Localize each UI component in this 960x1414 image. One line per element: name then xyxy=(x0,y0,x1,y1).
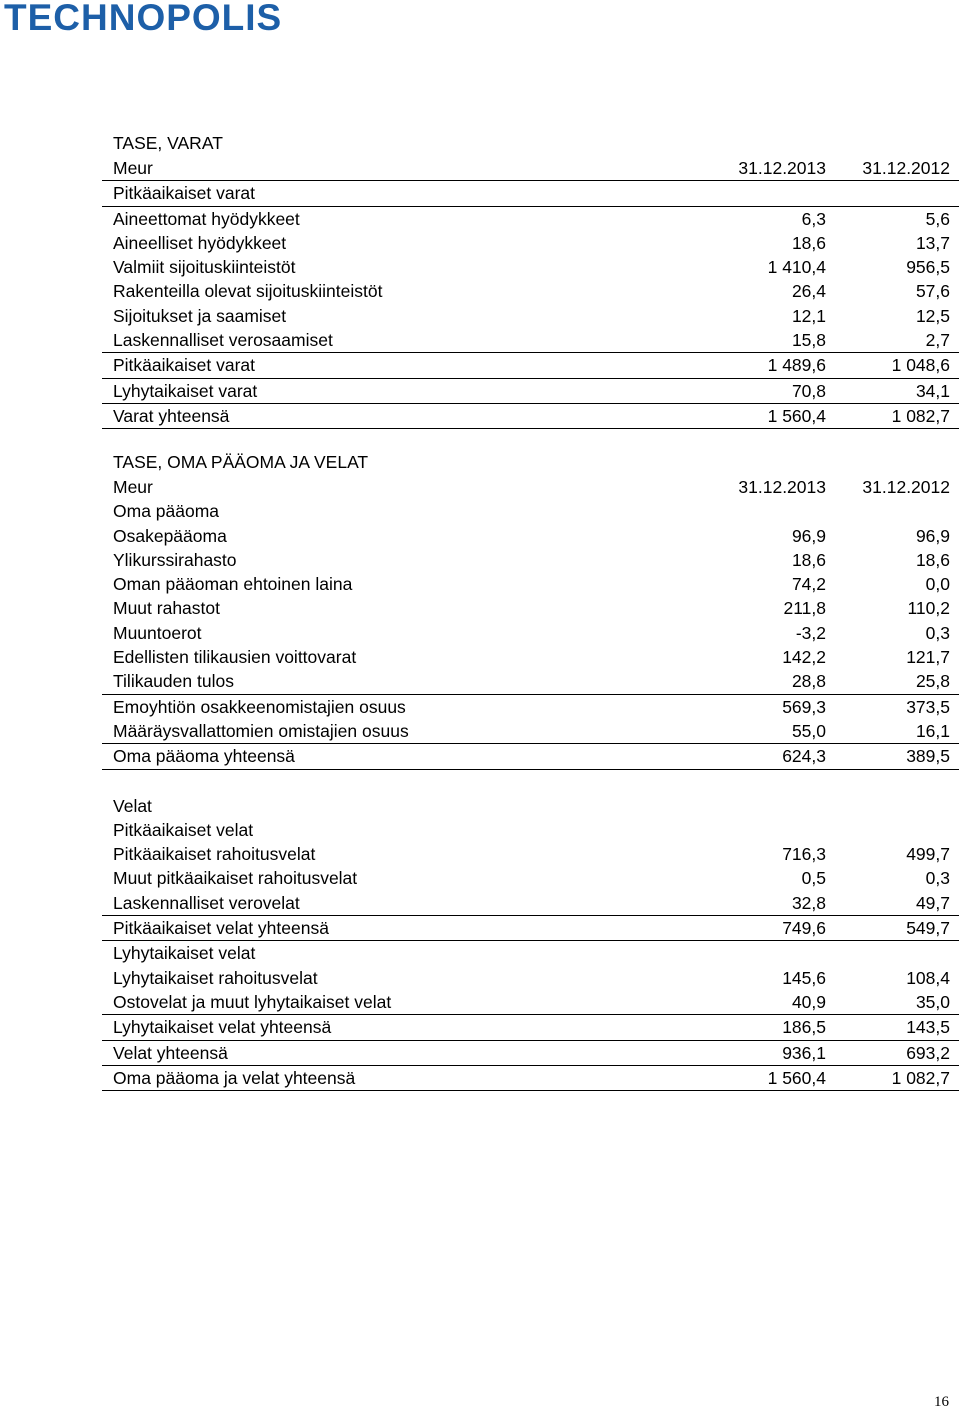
row-value-2012: 0,0 xyxy=(925,574,950,595)
row-value-2012: 143,5 xyxy=(906,1017,950,1038)
row-value-2012: 34,1 xyxy=(915,380,950,401)
row-value-2013: 716,3 xyxy=(782,844,826,865)
table-row xyxy=(102,645,959,669)
table-row xyxy=(102,916,959,941)
table-row xyxy=(102,207,959,231)
table-row xyxy=(102,794,959,818)
row-value-2013: 40,9 xyxy=(791,991,826,1012)
row-value-2012: 499,7 xyxy=(906,844,950,865)
equity-liabilities-balance-sheet xyxy=(102,450,959,1091)
row-value-2013: 749,6 xyxy=(782,918,826,939)
row-label: Pitkäaikaiset varat xyxy=(113,355,256,376)
row-label: Muut pitkäaikaiset rahoitusvelat xyxy=(113,868,358,889)
assets-rows xyxy=(102,181,959,429)
table-row xyxy=(102,695,959,719)
table-row xyxy=(102,891,959,916)
row-label: Osakepääoma xyxy=(113,525,227,546)
row-label: Pitkäaikaiset varat xyxy=(113,183,256,204)
row-value-2013: 936,1 xyxy=(782,1042,826,1063)
table-row xyxy=(102,524,959,548)
equity-col1-header: 31.12.2013 xyxy=(738,477,826,497)
row-label: Velat xyxy=(113,795,152,816)
assets-col1-header: 31.12.2013 xyxy=(738,158,826,178)
table-row xyxy=(102,404,959,429)
assets-unit: Meur xyxy=(113,158,153,178)
row-label: Velat yhteensä xyxy=(113,1042,228,1063)
row-label: Oma pääoma xyxy=(113,501,220,522)
row-label: Pitkäaikaiset velat yhteensä xyxy=(113,918,329,939)
assets-title-row xyxy=(102,131,959,156)
row-label: Oman pääoman ehtoinen laina xyxy=(113,574,353,595)
row-value-2012: 1 082,7 xyxy=(891,1067,950,1088)
table-row xyxy=(102,941,959,965)
row-value-2012: 373,5 xyxy=(906,696,950,717)
row-label: Emoyhtiön osakkeenomistajien osuus xyxy=(113,696,406,717)
row-label: Ostovelat ja muut lyhytaikaiset velat xyxy=(113,991,392,1012)
row-value-2013: 186,5 xyxy=(782,1017,826,1038)
row-value-2012: 2,7 xyxy=(925,330,950,351)
table-row xyxy=(102,1066,959,1091)
liabilities-rows xyxy=(102,794,959,1092)
equity-title: TASE, OMA PÄÄOMA JA VELAT xyxy=(113,452,369,472)
table-row xyxy=(102,231,959,255)
table-row xyxy=(102,744,959,769)
row-value-2013: 70,8 xyxy=(791,380,826,401)
table-row xyxy=(102,353,959,378)
row-value-2013: 211,8 xyxy=(783,598,826,619)
table-row xyxy=(102,719,959,744)
row-value-2012: 12,5 xyxy=(915,305,950,326)
row-value-2012: 57,6 xyxy=(915,281,950,302)
equity-col2-header: 31.12.2012 xyxy=(862,477,950,497)
row-value-2012: 49,7 xyxy=(915,892,950,913)
row-value-2012: 549,7 xyxy=(906,918,950,939)
table-row xyxy=(102,842,959,866)
equity-header-row xyxy=(102,475,959,499)
table-row xyxy=(102,499,959,523)
row-label: Valmiit sijoituskiinteistöt xyxy=(113,257,296,278)
page-number: 16 xyxy=(934,1394,949,1410)
row-label: Lyhytaikaiset velat xyxy=(113,943,256,964)
table-row xyxy=(102,181,959,206)
row-label: Laskennalliset verovelat xyxy=(113,892,300,913)
equity-title-row xyxy=(102,450,959,475)
row-value-2012: 96,9 xyxy=(915,525,950,546)
row-value-2012: 956,5 xyxy=(906,257,950,278)
assets-col2-header: 31.12.2012 xyxy=(862,158,950,178)
row-value-2012: 16,1 xyxy=(915,720,950,741)
row-label: Ylikurssirahasto xyxy=(113,549,237,570)
row-label: Aineelliset hyödykkeet xyxy=(113,232,287,253)
row-value-2012: 121,7 xyxy=(906,647,950,668)
row-value-2012: 110,2 xyxy=(907,598,950,619)
row-value-2013: 624,3 xyxy=(782,746,826,767)
row-value-2013: 142,2 xyxy=(782,647,826,668)
table-row xyxy=(102,990,959,1015)
row-label: Sijoitukset ja saamiset xyxy=(113,305,287,326)
row-value-2012: 13,7 xyxy=(915,232,950,253)
row-value-2013: 569,3 xyxy=(782,696,826,717)
row-label: Muut rahastot xyxy=(113,598,220,619)
row-value-2013: 55,0 xyxy=(791,720,826,741)
row-value-2013: 18,6 xyxy=(791,549,826,570)
row-label: Oma pääoma ja velat yhteensä xyxy=(113,1067,356,1088)
technopolis-logo: TECHNOPOLIS xyxy=(4,0,283,38)
row-value-2013: -3,2 xyxy=(795,622,826,643)
row-value-2012: 693,2 xyxy=(906,1042,950,1063)
row-label: Oma pääoma yhteensä xyxy=(113,746,295,767)
table-row xyxy=(102,548,959,572)
row-label: Edellisten tilikausien voittovarat xyxy=(113,647,357,668)
table-row xyxy=(102,669,959,694)
row-value-2012: 35,0 xyxy=(915,991,950,1012)
row-label: Lyhytaikaiset velat yhteensä xyxy=(113,1017,332,1038)
row-label: Lyhytaikaiset varat xyxy=(113,380,258,401)
table-row xyxy=(102,1015,959,1040)
row-value-2013: 26,4 xyxy=(791,281,826,302)
table-row xyxy=(102,279,959,303)
row-label: Pitkäaikaiset rahoitusvelat xyxy=(113,844,316,865)
row-value-2012: 389,5 xyxy=(906,746,950,767)
row-value-2013: 15,8 xyxy=(791,330,826,351)
row-label: Varat yhteensä xyxy=(113,405,230,426)
row-label: Rakenteilla olevat sijoituskiinteistöt xyxy=(113,281,383,302)
table-row xyxy=(102,621,959,645)
row-value-2012: 1 048,6 xyxy=(891,355,950,376)
table-row xyxy=(102,1041,959,1066)
row-value-2013: 6,3 xyxy=(801,208,826,229)
row-label: Määräysvallattomien omistajien osuus xyxy=(113,720,409,741)
assets-header-row xyxy=(102,156,959,181)
table-row xyxy=(102,818,959,842)
row-value-2013: 1 560,4 xyxy=(767,1067,826,1088)
table-row xyxy=(102,866,959,890)
equity-unit: Meur xyxy=(113,477,153,497)
row-value-2013: 1 560,4 xyxy=(767,405,826,426)
assets-balance-sheet xyxy=(102,131,959,429)
row-value-2012: 0,3 xyxy=(925,622,950,643)
table-row xyxy=(102,328,959,353)
row-value-2012: 1 082,7 xyxy=(891,405,950,426)
row-label: Aineettomat hyödykkeet xyxy=(113,208,300,229)
row-value-2013: 12,1 xyxy=(791,305,826,326)
table-row xyxy=(102,596,959,620)
row-value-2012: 5,6 xyxy=(925,208,950,229)
row-value-2012: 108,4 xyxy=(906,967,950,988)
row-label: Pitkäaikaiset velat xyxy=(113,819,254,840)
row-label: Lyhytaikaiset rahoitusvelat xyxy=(113,967,318,988)
row-value-2013: 32,8 xyxy=(791,892,826,913)
row-value-2013: 96,9 xyxy=(791,525,826,546)
assets-title: TASE, VARAT xyxy=(113,133,223,153)
row-label: Tilikauden tulos xyxy=(113,671,234,692)
section-gap xyxy=(102,770,959,794)
row-label: Muuntoerot xyxy=(113,622,202,643)
row-value-2013: 74,2 xyxy=(791,574,826,595)
row-value-2013: 0,5 xyxy=(801,868,826,889)
row-value-2013: 1 410,4 xyxy=(767,257,826,278)
row-value-2013: 28,8 xyxy=(791,671,826,692)
table-row xyxy=(102,304,959,328)
table-row xyxy=(102,572,959,596)
row-value-2013: 1 489,6 xyxy=(767,355,826,376)
row-value-2013: 145,6 xyxy=(782,967,826,988)
row-value-2012: 0,3 xyxy=(925,868,950,889)
table-row xyxy=(102,379,959,404)
row-value-2013: 18,6 xyxy=(791,232,826,253)
row-value-2012: 25,8 xyxy=(915,671,950,692)
table-row xyxy=(102,255,959,279)
row-value-2012: 18,6 xyxy=(915,549,950,570)
row-label: Laskennalliset verosaamiset xyxy=(113,330,333,351)
table-row xyxy=(102,966,959,990)
equity-rows xyxy=(102,499,959,769)
